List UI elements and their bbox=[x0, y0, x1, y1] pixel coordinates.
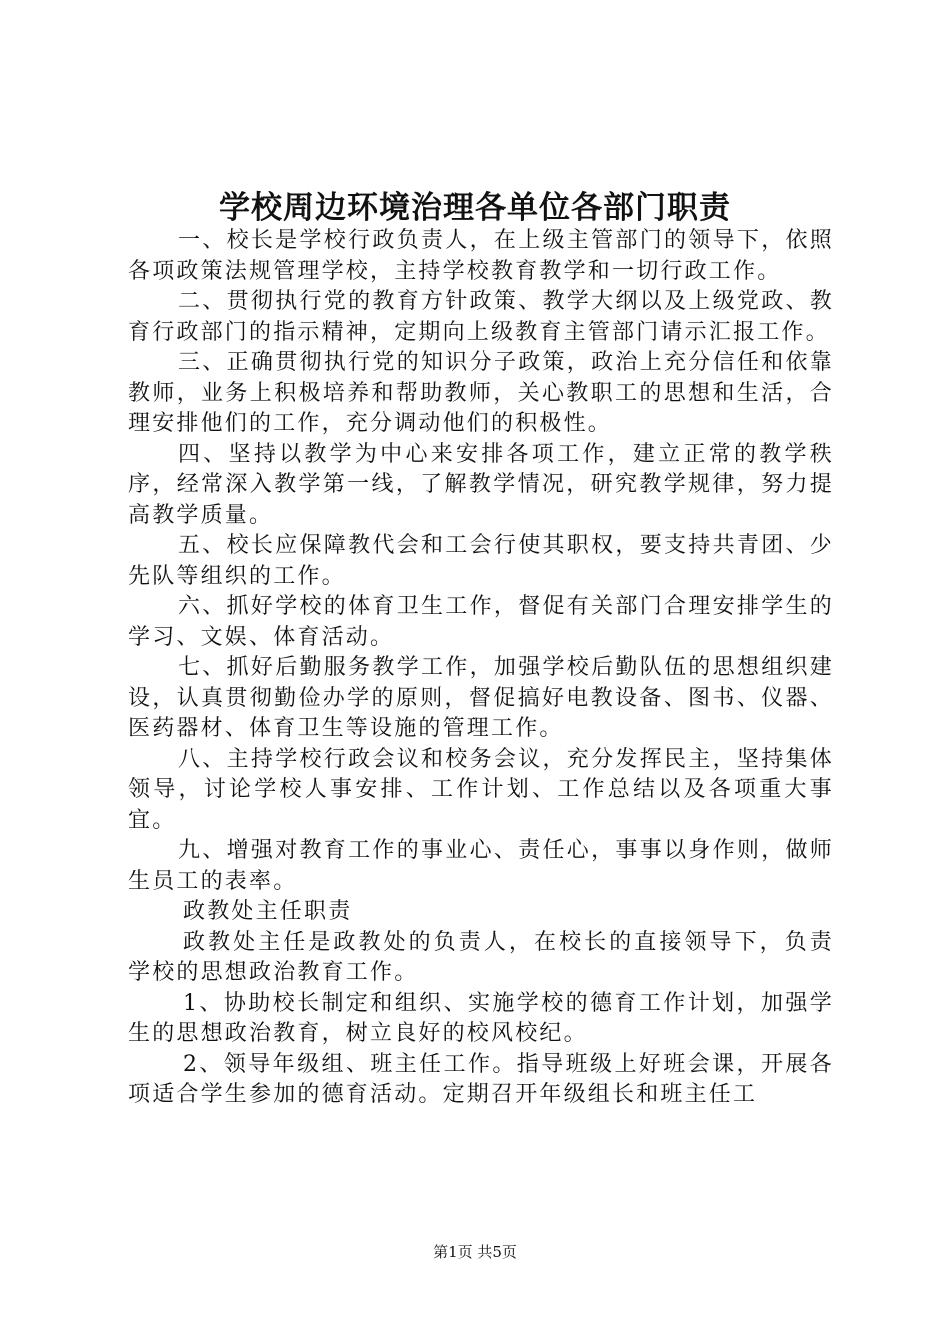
paragraph-8: 八、主持学校行政会议和校务会议，充分发挥民主，坚持集体领导，讨论学校人事安排、工作计划、工作总结以及各项重大事宜。 bbox=[128, 746, 834, 833]
paragraph-1: 一、校长是学校行政负责人，在上级主管部门的领导下，依照各项政策法规管理学校，主持学校教育教学和一切行政工作。 bbox=[128, 228, 834, 284]
document-body bbox=[128, 226, 834, 1111]
section-heading: 政教处主任职责 bbox=[183, 899, 353, 924]
paragraph-item-2: 2、领导年级组、班主任工作。指导班级上好班会课，开展各项适合学生参加的德育活动。定期召开年级组长和班主任工 bbox=[128, 1051, 834, 1107]
page-indicator: 第1页 共5页 bbox=[433, 1243, 517, 1261]
paragraph-7: 七、抓好后勤服务教学工作，加强学校后勤队伍的思想组织建设，认真贯彻勤俭办学的原则，督促搞好电教设备、图书、仪器、医药器材、体育卫生等设施的管理工作。 bbox=[128, 655, 834, 741]
paragraph-9: 九、增强对教育工作的事业心、责任心，事事以身作则，做师生员工的表率。 bbox=[128, 838, 834, 894]
paragraph-5: 五、校长应保障教代会和工会行使其职权，要支持共青团、少先队等组织的工作。 bbox=[128, 533, 834, 589]
paragraph-6: 六、抓好学校的体育卫生工作，督促有关部门合理安排学生的学习、文娱、体育活动。 bbox=[128, 594, 834, 650]
paragraph-item-1: 1、协助校长制定和组织、实施学校的德育工作计划，加强学生的思想政治教育，树立良好的校风校纪。 bbox=[128, 990, 834, 1046]
document-title: 学校周边环境治理各单位各部门职责 bbox=[219, 190, 731, 226]
paragraph-intro: 政教处主任是政教处的负责人，在校长的直接领导下，负责学校的思想政治教育工作。 bbox=[128, 929, 834, 985]
paragraph-2: 二、贯彻执行党的教育方针政策、教学大纲以及上级党政、教育行政部门的指示精神，定期向上级教育主管部门请示汇报工作。 bbox=[128, 289, 834, 345]
paragraph-3: 三、正确贯彻执行党的知识分子政策，政治上充分信任和依靠教师，业务上积极培养和帮助教师，关心教职工的思想和生活，合理安排他们的工作，充分调动他们的积极性。 bbox=[128, 350, 834, 436]
paragraph-4: 四、坚持以教学为中心来安排各项工作，建立正常的教学秩序，经常深入教学第一线，了解教学情况，研究教学规律，努力提高教学质量。 bbox=[128, 441, 834, 528]
